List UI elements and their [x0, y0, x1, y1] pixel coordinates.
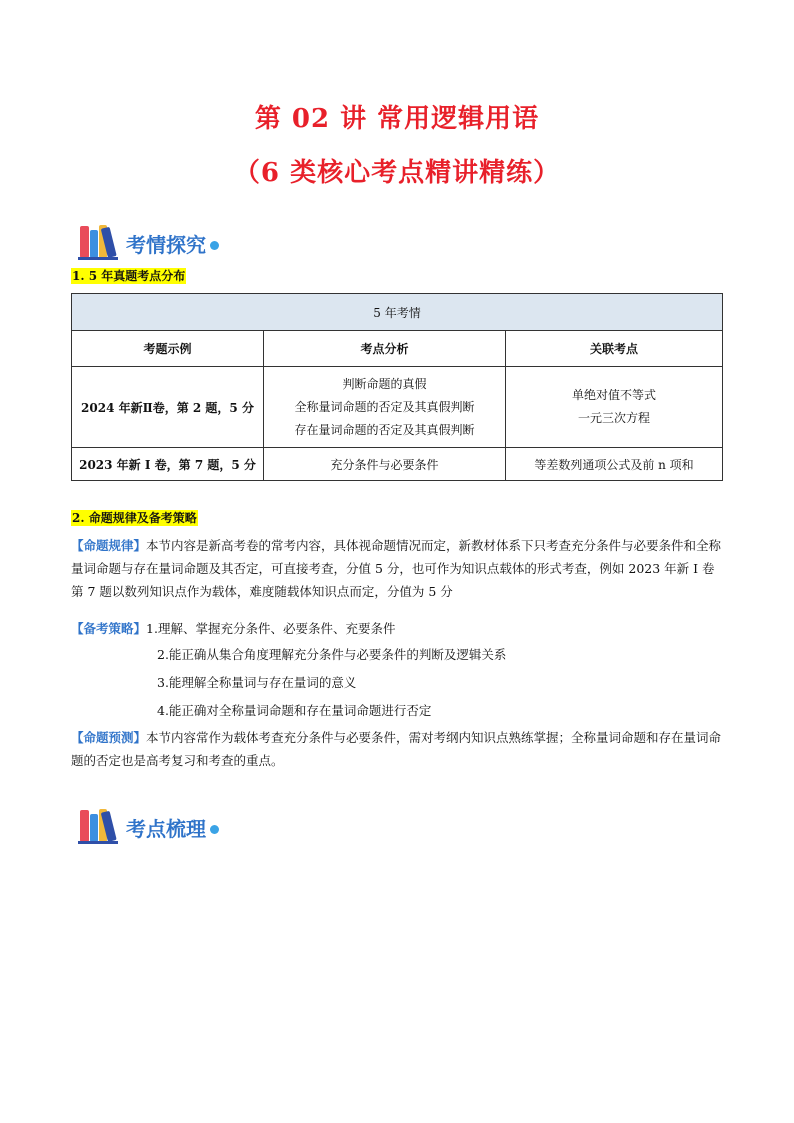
related-line: 单绝对值不等式	[571, 388, 656, 402]
strategy-text: 1.理解、掌握充分条件、必要条件、充要条件	[146, 621, 396, 636]
table-cell-analysis: 充分条件与必要条件	[264, 448, 506, 481]
section-header-key-points	[78, 802, 219, 842]
analysis-line: 全称量词命题的否定及其真假判断	[294, 399, 475, 414]
table-cell-example: 2024 年新Ⅱ卷，第 2 题，5 分	[72, 367, 264, 448]
books-icon	[78, 222, 124, 258]
table-row	[72, 367, 723, 448]
section-title: 考点梳理	[126, 817, 206, 841]
section-title: 考情探究	[126, 233, 206, 257]
dot-icon	[210, 241, 219, 250]
page-title: 第 02 讲 常用逻辑用语	[254, 104, 540, 134]
strategy-item	[71, 617, 726, 640]
forecast-text: 本节内容常作为载体考查充分条件与必要条件，需对考纲内知识点熟练掌握；全称量词命题和存在量词命题的否定也是高考复习和考查的重点。	[71, 730, 722, 768]
table-cell-example: 2023 年新 I 卷，第 7 题，5 分	[72, 448, 264, 481]
analysis-line: 存在量词命题的否定及其真假判断	[294, 422, 475, 437]
exam-distribution-table	[71, 293, 723, 481]
strategy-item: 4.能正确对全称量词命题和存在量词命题进行否定	[157, 703, 432, 718]
books-icon	[78, 806, 124, 842]
related-line: 一元三次方程	[577, 411, 650, 425]
forecast-paragraph	[71, 726, 726, 772]
strategy-item: 3.能理解全称量词与存在量词的意义	[157, 675, 357, 690]
rule-paragraph	[71, 534, 726, 603]
column-header: 考点分析	[264, 331, 506, 367]
page-subtitle: （6 类核心考点精讲精练）	[233, 158, 561, 188]
analysis-line: 判断命题的真假	[342, 376, 427, 391]
strategy-item: 2.能正确从集合角度理解充分条件与必要条件的判断及逻辑关系	[157, 647, 507, 662]
column-header: 关联考点	[506, 331, 723, 367]
subheading-distribution: 1. 5 年真题考点分布	[72, 269, 186, 283]
table-cell-related: 等差数列通项公式及前 n 项和	[506, 448, 723, 481]
column-header: 考题示例	[72, 331, 264, 367]
table-row	[72, 448, 723, 481]
rule-tag: 【命题规律】	[71, 538, 147, 553]
table-header: 5 年考情	[72, 294, 723, 331]
section-header-exam-analysis	[78, 218, 219, 258]
table-cell-related	[506, 367, 723, 448]
strategy-tag: 【备考策略】	[71, 621, 147, 636]
forecast-tag: 【命题预测】	[71, 730, 147, 745]
table-cell-analysis	[264, 367, 506, 448]
rule-text: 本节内容是新高考卷的常考内容，具体视命题情况而定，新教材体系下只考查充分条件与必要条件和全称量词命题与存在量词命题及其否定，可直接考查，分值 5 分，也可作为知识点载体的形式考查，例如 2023 年新 I 卷第 7 题以数列知识点作为载体，难度随载体知识点而定，分值为 5 分	[71, 538, 722, 599]
subheading-strategy: 2. 命题规律及备考策略	[72, 511, 197, 525]
dot-icon	[210, 825, 219, 834]
